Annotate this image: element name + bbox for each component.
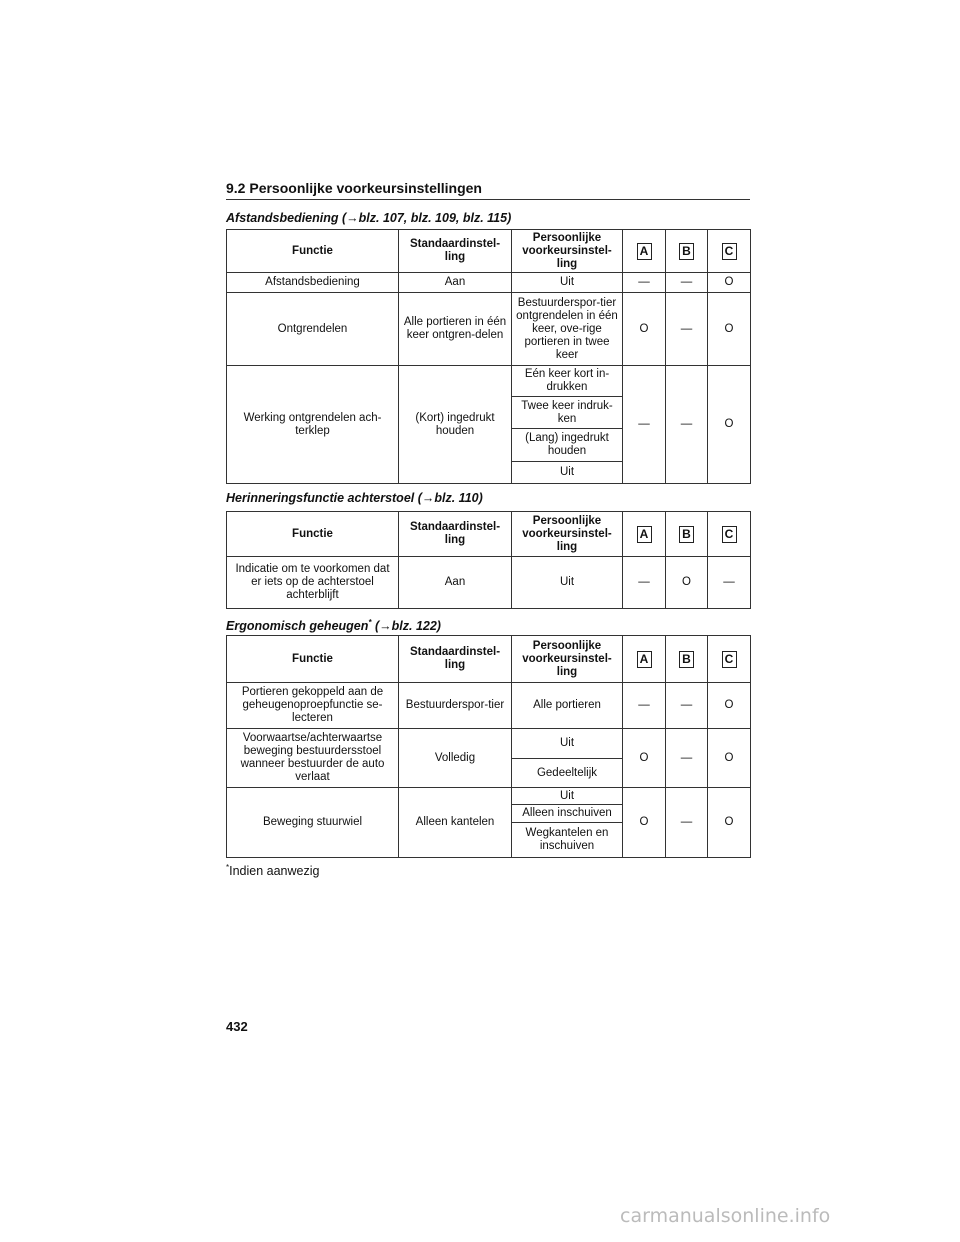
column-header-functie: Functie [227,636,399,683]
table-herinneringsfunctie [226,511,751,609]
column-header-persoonlijk: Persoonlijke voorkeursinstel-ling [512,636,623,683]
cell-standaard: Volledig [399,729,512,788]
cell-b: — [666,273,708,293]
watermark-text: carmanualsonline.info [620,1205,831,1227]
table-afstandsbediening [226,229,751,484]
cell-standaard: Alle portieren in één keer ontgren-delen [399,293,512,366]
table-ergonomisch-geheugen [226,635,751,858]
cell-c: O [708,273,751,293]
section-title-herinneringsfunctie: Herinneringsfunctie achterstoel (→blz. 110) [226,491,483,505]
cell-a: — [623,273,666,293]
table-row [227,293,751,366]
cell-c: — [708,557,751,609]
cell-b: — [666,683,708,729]
column-badge-b: B [679,651,694,668]
column-badge-a: A [637,651,652,668]
column-header-standaard: Standaardinstel-ling [399,230,512,273]
cell-standaard: Aan [399,273,512,293]
page-number: 432 [226,1019,248,1034]
column-badge-b: B [679,243,694,260]
table-row [227,557,751,609]
column-header-standaard: Standaardinstel-ling [399,636,512,683]
cell-c: O [708,366,751,484]
cell-functie: Portieren gekoppeld aan de geheugenoproepfunctie se-lecteren [227,683,399,729]
column-badge-b: B [679,526,694,543]
table-row [227,366,751,397]
cell-functie: Afstandsbediening [227,273,399,293]
cell-optie: Wegkantelen en inschuiven [512,823,623,858]
cell-optie: Gedeeltelijk [512,759,623,788]
footnote-mark: * [368,618,372,627]
cell-b: — [666,788,708,858]
cell-optie: Alleen inschuiven [512,805,623,823]
column-badge-a: A [637,526,652,543]
cell-a: — [623,683,666,729]
column-badge-c: C [722,651,737,668]
column-header-functie: Functie [227,512,399,557]
cell-c: O [708,788,751,858]
cell-functie: Beweging stuurwiel [227,788,399,858]
cell-optie: Alle portieren [512,683,623,729]
cell-a: — [623,366,666,484]
cell-b: — [666,293,708,366]
cell-a: O [623,293,666,366]
cell-optie: Bestuurderspor-tier ontgrendelen in één keer, ove-rige portieren in twee keer [512,293,623,366]
column-header-functie: Functie [227,230,399,273]
cell-standaard: Aan [399,557,512,609]
cell-functie: Ontgrendelen [227,293,399,366]
column-header-persoonlijk: Persoonlijke voorkeursinstel-ling [512,230,623,273]
cell-functie: Werking ontgrendelen ach-terklep [227,366,399,484]
cell-c: O [708,683,751,729]
cell-optie: (Lang) ingedrukt houden [512,429,623,462]
column-header-persoonlijk: Persoonlijke voorkeursinstel-ling [512,512,623,557]
cell-c: O [708,293,751,366]
table-row [227,788,751,805]
column-badge-a: A [637,243,652,260]
column-header-standaard: Standaardinstel-ling [399,512,512,557]
column-badge-c: C [722,243,737,260]
cell-optie: Eén keer kort in-drukken [512,366,623,397]
table-row [227,729,751,759]
cell-optie: Uit [512,788,623,805]
cell-standaard: Alleen kantelen [399,788,512,858]
cell-b: — [666,729,708,788]
column-badge-c: C [722,526,737,543]
cell-standaard: (Kort) ingedrukt houden [399,366,512,484]
cell-optie: Uit [512,557,623,609]
cell-a: O [623,788,666,858]
cell-c: O [708,729,751,788]
footnote-mark: * [226,863,230,872]
cell-optie: Uit [512,273,623,293]
cell-standaard: Bestuurderspor-tier [399,683,512,729]
cell-optie: Uit [512,729,623,759]
cell-functie: Voorwaartse/achterwaartse beweging bestuurdersstoel wanneer bestuurder de auto verlaat [227,729,399,788]
cell-optie: Twee keer indruk-ken [512,397,623,429]
page-header: 9.2 Persoonlijke voorkeursinstellingen [226,180,750,200]
section-title-afstandsbediening: Afstandsbediening (→blz. 107, blz. 109, blz. 115) [226,211,512,225]
cell-functie: Indicatie om te voorkomen dat er iets op de achterstoel achterblijft [227,557,399,609]
footnote-text: Indien aanwezig [229,864,320,879]
cell-b: — [666,366,708,484]
footnote [226,860,319,879]
section-title-ergonomisch-geheugen: Ergonomisch geheugen* (→blz. 122) [226,618,441,634]
cell-optie: Uit [512,462,623,484]
table-row [227,273,751,293]
cell-a: — [623,557,666,609]
table-row [227,683,751,729]
cell-a: O [623,729,666,788]
cell-b: O [666,557,708,609]
